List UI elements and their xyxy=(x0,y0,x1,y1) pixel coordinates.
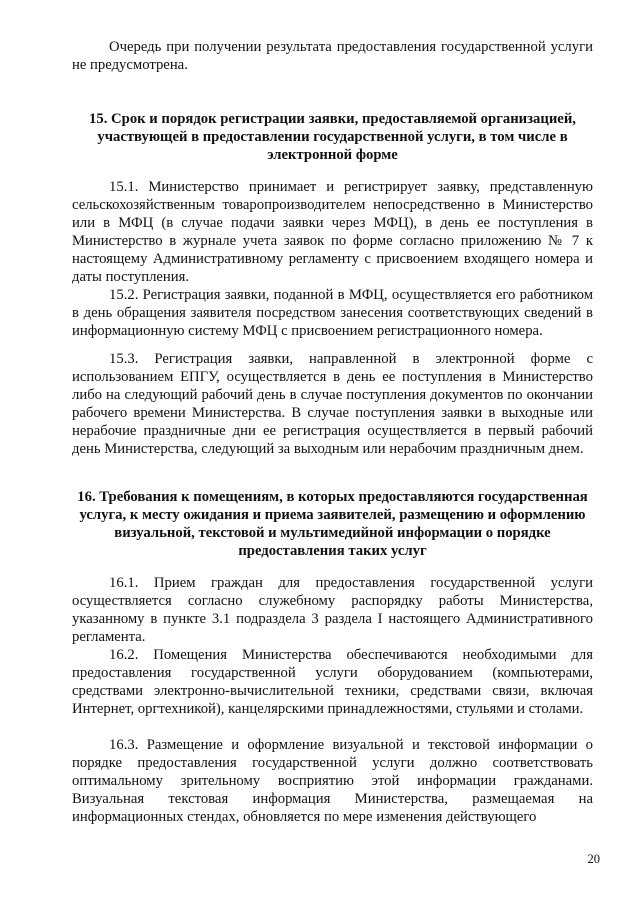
page-number: 20 xyxy=(587,852,600,866)
paragraph-16-3: 16.3. Размещение и оформление визуальной и текстовой информации о порядке предоставления государственной услуги должно соответствовать оптимальному зрительному восприятию этой информации гражданами. Визуальная текстовая информация Министерства, размещаемая на информационных стендах, обновляется по мере изменения действующего xyxy=(72,737,593,825)
queue-note-paragraph: Очередь при получении результата предоставления государственной услуги не предусмотрена. xyxy=(72,39,593,73)
paragraph-15-2: 15.2. Регистрация заявки, поданной в МФЦ, осуществляется его работником в день обращения заявителя посредством занесения соответствующих сведений в информационную систему МФЦ с присвоением регистрационного номера. xyxy=(72,287,593,339)
section-15-heading: 15. Срок и порядок регистрации заявки, предоставляемой организацией, участвующей в предоставлении государственной услуги, в том числе в электронной форме xyxy=(89,111,576,163)
paragraph-15-1: 15.1. Министерство принимает и регистрирует заявку, представленную сельскохозяйственным товаропроизводителем непосредственно в Министерство или в МФЦ (в случае подачи заявки через МФЦ), в день ее поступления в Министерство в журнале учета заявок по форме согласно приложению № 7 к настоящему Административному регламенту с присвоением входящего номера и даты поступления. xyxy=(72,179,593,285)
paragraph-16-2: 16.2. Помещения Министерства обеспечиваются необходимыми для предоставления государственной услуги оборудованием (компьютерами, средствами электронно-вычислительной техники, средствами связи, включая Интернет, оргтехникой), канцелярскими принадлежностями, стульями и столами. xyxy=(72,647,593,717)
section-16-heading: 16. Требования к помещениям, в которых предоставляются государственная услуга, к месту ожидания и приема заявителей, размещению и оформлению визуальной, текстовой и мультимедийной информации о порядке предоставления таких услуг xyxy=(77,489,588,559)
paragraph-16-1: 16.1. Прием граждан для предоставления государственной услуги осуществляется согласно служебному распорядку работы Министерства, указанному в пункте 3.1 подраздела 3 раздела I настоящего Административного регламента. xyxy=(72,575,593,645)
paragraph-15-3: 15.3. Регистрация заявки, направленной в электронной форме с использованием ЕПГУ, осуществляется в день ее поступления в Министерство либо на следующий рабочий день в случае поступления документов по окончании рабочего времени Министерства. В случае поступления заявки в выходные или нерабочие праздничные дни ее регистрация осуществляется в первый рабочий день Министерства, следующий за выходным или нерабочим праздничным днем. xyxy=(72,351,593,457)
